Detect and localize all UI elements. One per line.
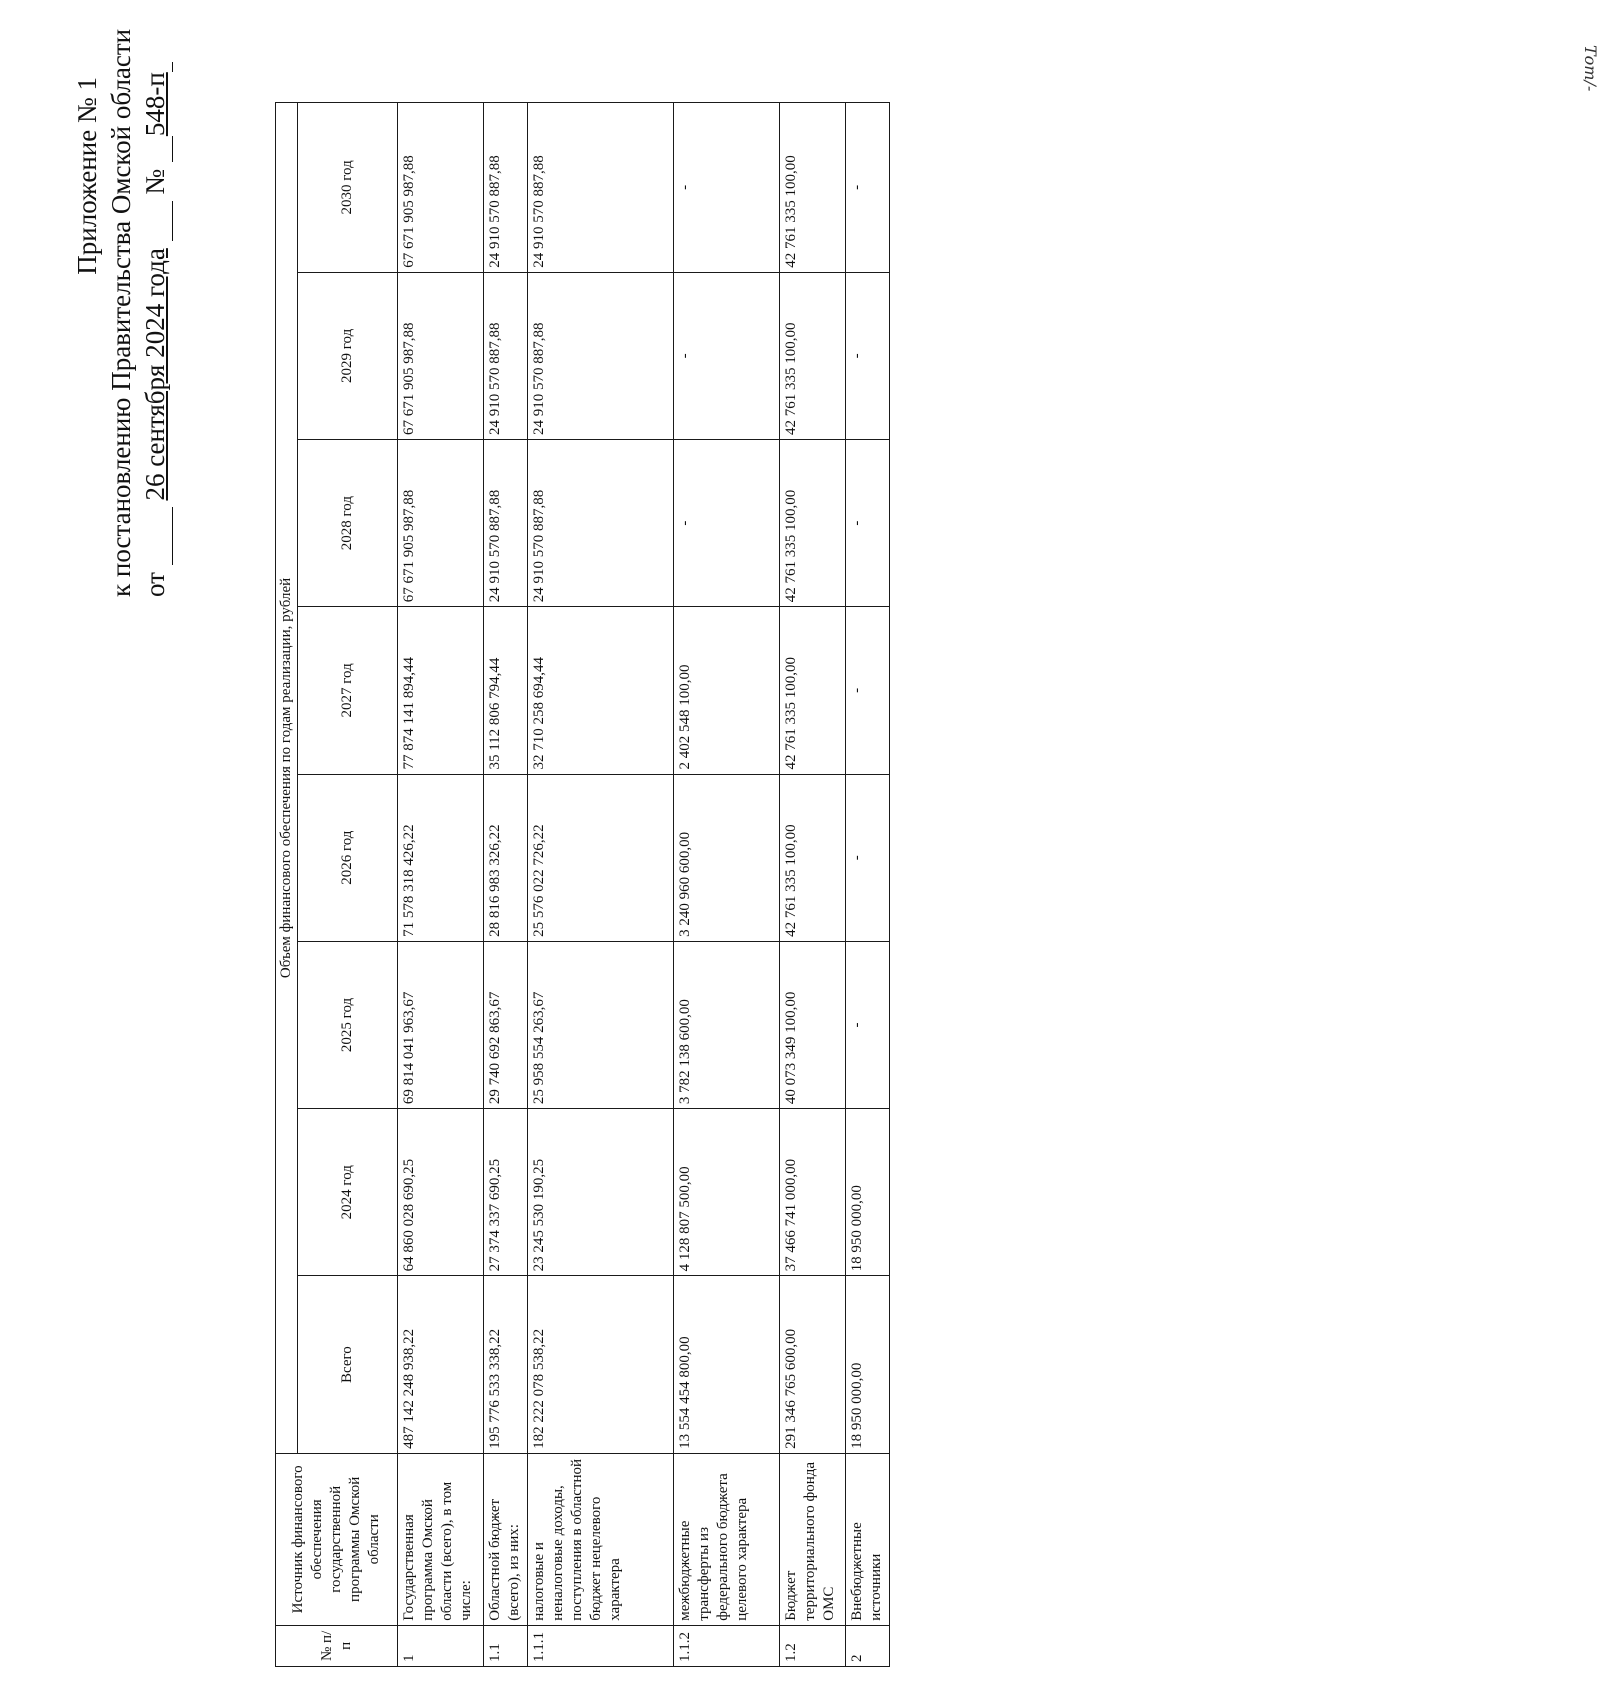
document-number: 548-п (140, 72, 170, 137)
row-value: 42 761 335 100,00 (780, 272, 846, 439)
row-value: 28 816 983 326,22 (484, 774, 528, 941)
row-value: - (674, 103, 780, 273)
row-value: 24 910 570 887,88 (484, 272, 528, 439)
row-value: 24 910 570 887,88 (528, 103, 674, 273)
row-no: 1.2 (780, 1625, 846, 1666)
handwritten-mark: Тоm/- (1581, 45, 1600, 92)
document-date: 26 сентября 2024 года (140, 248, 170, 501)
row-value: 67 671 905 987,88 (398, 440, 484, 607)
row-source: налоговые и неналоговые доходы, поступления в областной бюджет нецелевого характера (528, 1453, 674, 1625)
row-no: 1 (398, 1625, 484, 1666)
row-total: 291 346 765 600,00 (780, 1276, 846, 1454)
row-value: - (674, 272, 780, 439)
row-total: 182 222 078 538,22 (528, 1276, 674, 1454)
row-value: 40 073 349 100,00 (780, 941, 846, 1108)
appendix-subtitle: к постановлению Правительства Омской области (106, 28, 136, 597)
row-value: - (846, 941, 890, 1108)
row-value: - (674, 440, 780, 607)
row-total: 487 142 248 938,22 (398, 1276, 484, 1454)
row-source: Государственная программа Омской области (всего), в том числе: (398, 1453, 484, 1625)
row-value: - (846, 607, 890, 774)
document-header (70, 28, 173, 597)
row-value: 24 910 570 887,88 (528, 272, 674, 439)
row-value: 24 910 570 887,88 (484, 103, 528, 273)
row-value: 42 761 335 100,00 (780, 607, 846, 774)
date-underline-right (138, 201, 173, 241)
row-value: 37 466 741 000,00 (780, 1109, 846, 1276)
row-value: 27 374 337 690,25 (484, 1109, 528, 1276)
table-row (528, 103, 674, 1667)
row-value: 18 950 000,00 (846, 1109, 890, 1276)
row-total: 195 776 533 338,22 (484, 1276, 528, 1454)
table-row (846, 103, 890, 1667)
row-value: 35 112 806 794,44 (484, 607, 528, 774)
appendix-title: Приложение № 1 (72, 77, 102, 275)
row-value: 64 860 028 690,25 (398, 1109, 484, 1276)
number-label: № (140, 168, 170, 195)
row-source: Бюджет территориального фонда ОМС (780, 1453, 846, 1625)
row-value: 24 910 570 887,88 (484, 440, 528, 607)
header-source: Источник финансового обеспечения государственной программы Омской области (276, 1453, 398, 1625)
row-value: 67 671 905 987,88 (398, 103, 484, 273)
row-value: - (846, 272, 890, 439)
row-value: 2 402 548 100,00 (674, 607, 780, 774)
header-year: 2029 год (298, 272, 398, 439)
table-row (398, 103, 484, 1667)
header-year: 2030 год (298, 103, 398, 273)
header-no: № п/п (276, 1625, 398, 1666)
row-source: Областной бюджет (всего), из них: (484, 1453, 528, 1625)
row-value: 71 578 318 426,22 (398, 774, 484, 941)
date-number-line (138, 72, 173, 597)
row-value: 3 782 138 600,00 (674, 941, 780, 1108)
row-value: 25 576 022 726,22 (528, 774, 674, 941)
header-total: Всего (298, 1276, 398, 1454)
row-value: 29 740 692 863,67 (484, 941, 528, 1108)
row-total: 13 554 454 800,00 (674, 1276, 780, 1454)
number-underline-left (138, 136, 173, 162)
row-value: - (846, 774, 890, 941)
row-value: 24 910 570 887,88 (528, 440, 674, 607)
header-year: 2025 год (298, 941, 398, 1108)
row-value: 42 761 335 100,00 (780, 103, 846, 273)
table-row (780, 103, 846, 1667)
row-source: межбюджетные трансферты из федерального бюджета целевого характера (674, 1453, 780, 1625)
row-value: 4 128 807 500,00 (674, 1109, 780, 1276)
header-year: 2024 год (298, 1109, 398, 1276)
row-no: 1.1 (484, 1625, 528, 1666)
header-year: 2026 год (298, 774, 398, 941)
row-value: 67 671 905 987,88 (398, 272, 484, 439)
row-no: 1.1.2 (674, 1625, 780, 1666)
row-value: 42 761 335 100,00 (780, 440, 846, 607)
row-value: 32 710 258 694,44 (528, 607, 674, 774)
row-value: 77 874 141 894,44 (398, 607, 484, 774)
from-label: от (140, 572, 170, 597)
row-total: 18 950 000,00 (846, 1276, 890, 1454)
table-row (484, 103, 528, 1667)
header-year: 2028 год (298, 440, 398, 607)
row-value: 69 814 041 963,67 (398, 941, 484, 1108)
row-value: 23 245 530 190,25 (528, 1109, 674, 1276)
row-value: 42 761 335 100,00 (780, 774, 846, 941)
row-value: - (846, 440, 890, 607)
table-subheader-row (298, 103, 398, 1667)
row-value: - (846, 103, 890, 273)
date-underline-left (138, 507, 173, 565)
row-value: 3 240 960 600,00 (674, 774, 780, 941)
table-row (674, 103, 780, 1667)
row-value: 25 958 554 263,67 (528, 941, 674, 1108)
table-header-row (276, 103, 298, 1667)
rotated-page (0, 28, 1120, 1697)
funding-table (275, 102, 890, 1667)
number-underline-right (138, 62, 173, 72)
header-year: 2027 год (298, 607, 398, 774)
header-group: Объем финансового обеспечения по годам реализации, рублей (276, 103, 298, 1454)
row-source: Внебюджетные источники (846, 1453, 890, 1625)
row-no: 2 (846, 1625, 890, 1666)
row-no: 1.1.1 (528, 1625, 674, 1666)
